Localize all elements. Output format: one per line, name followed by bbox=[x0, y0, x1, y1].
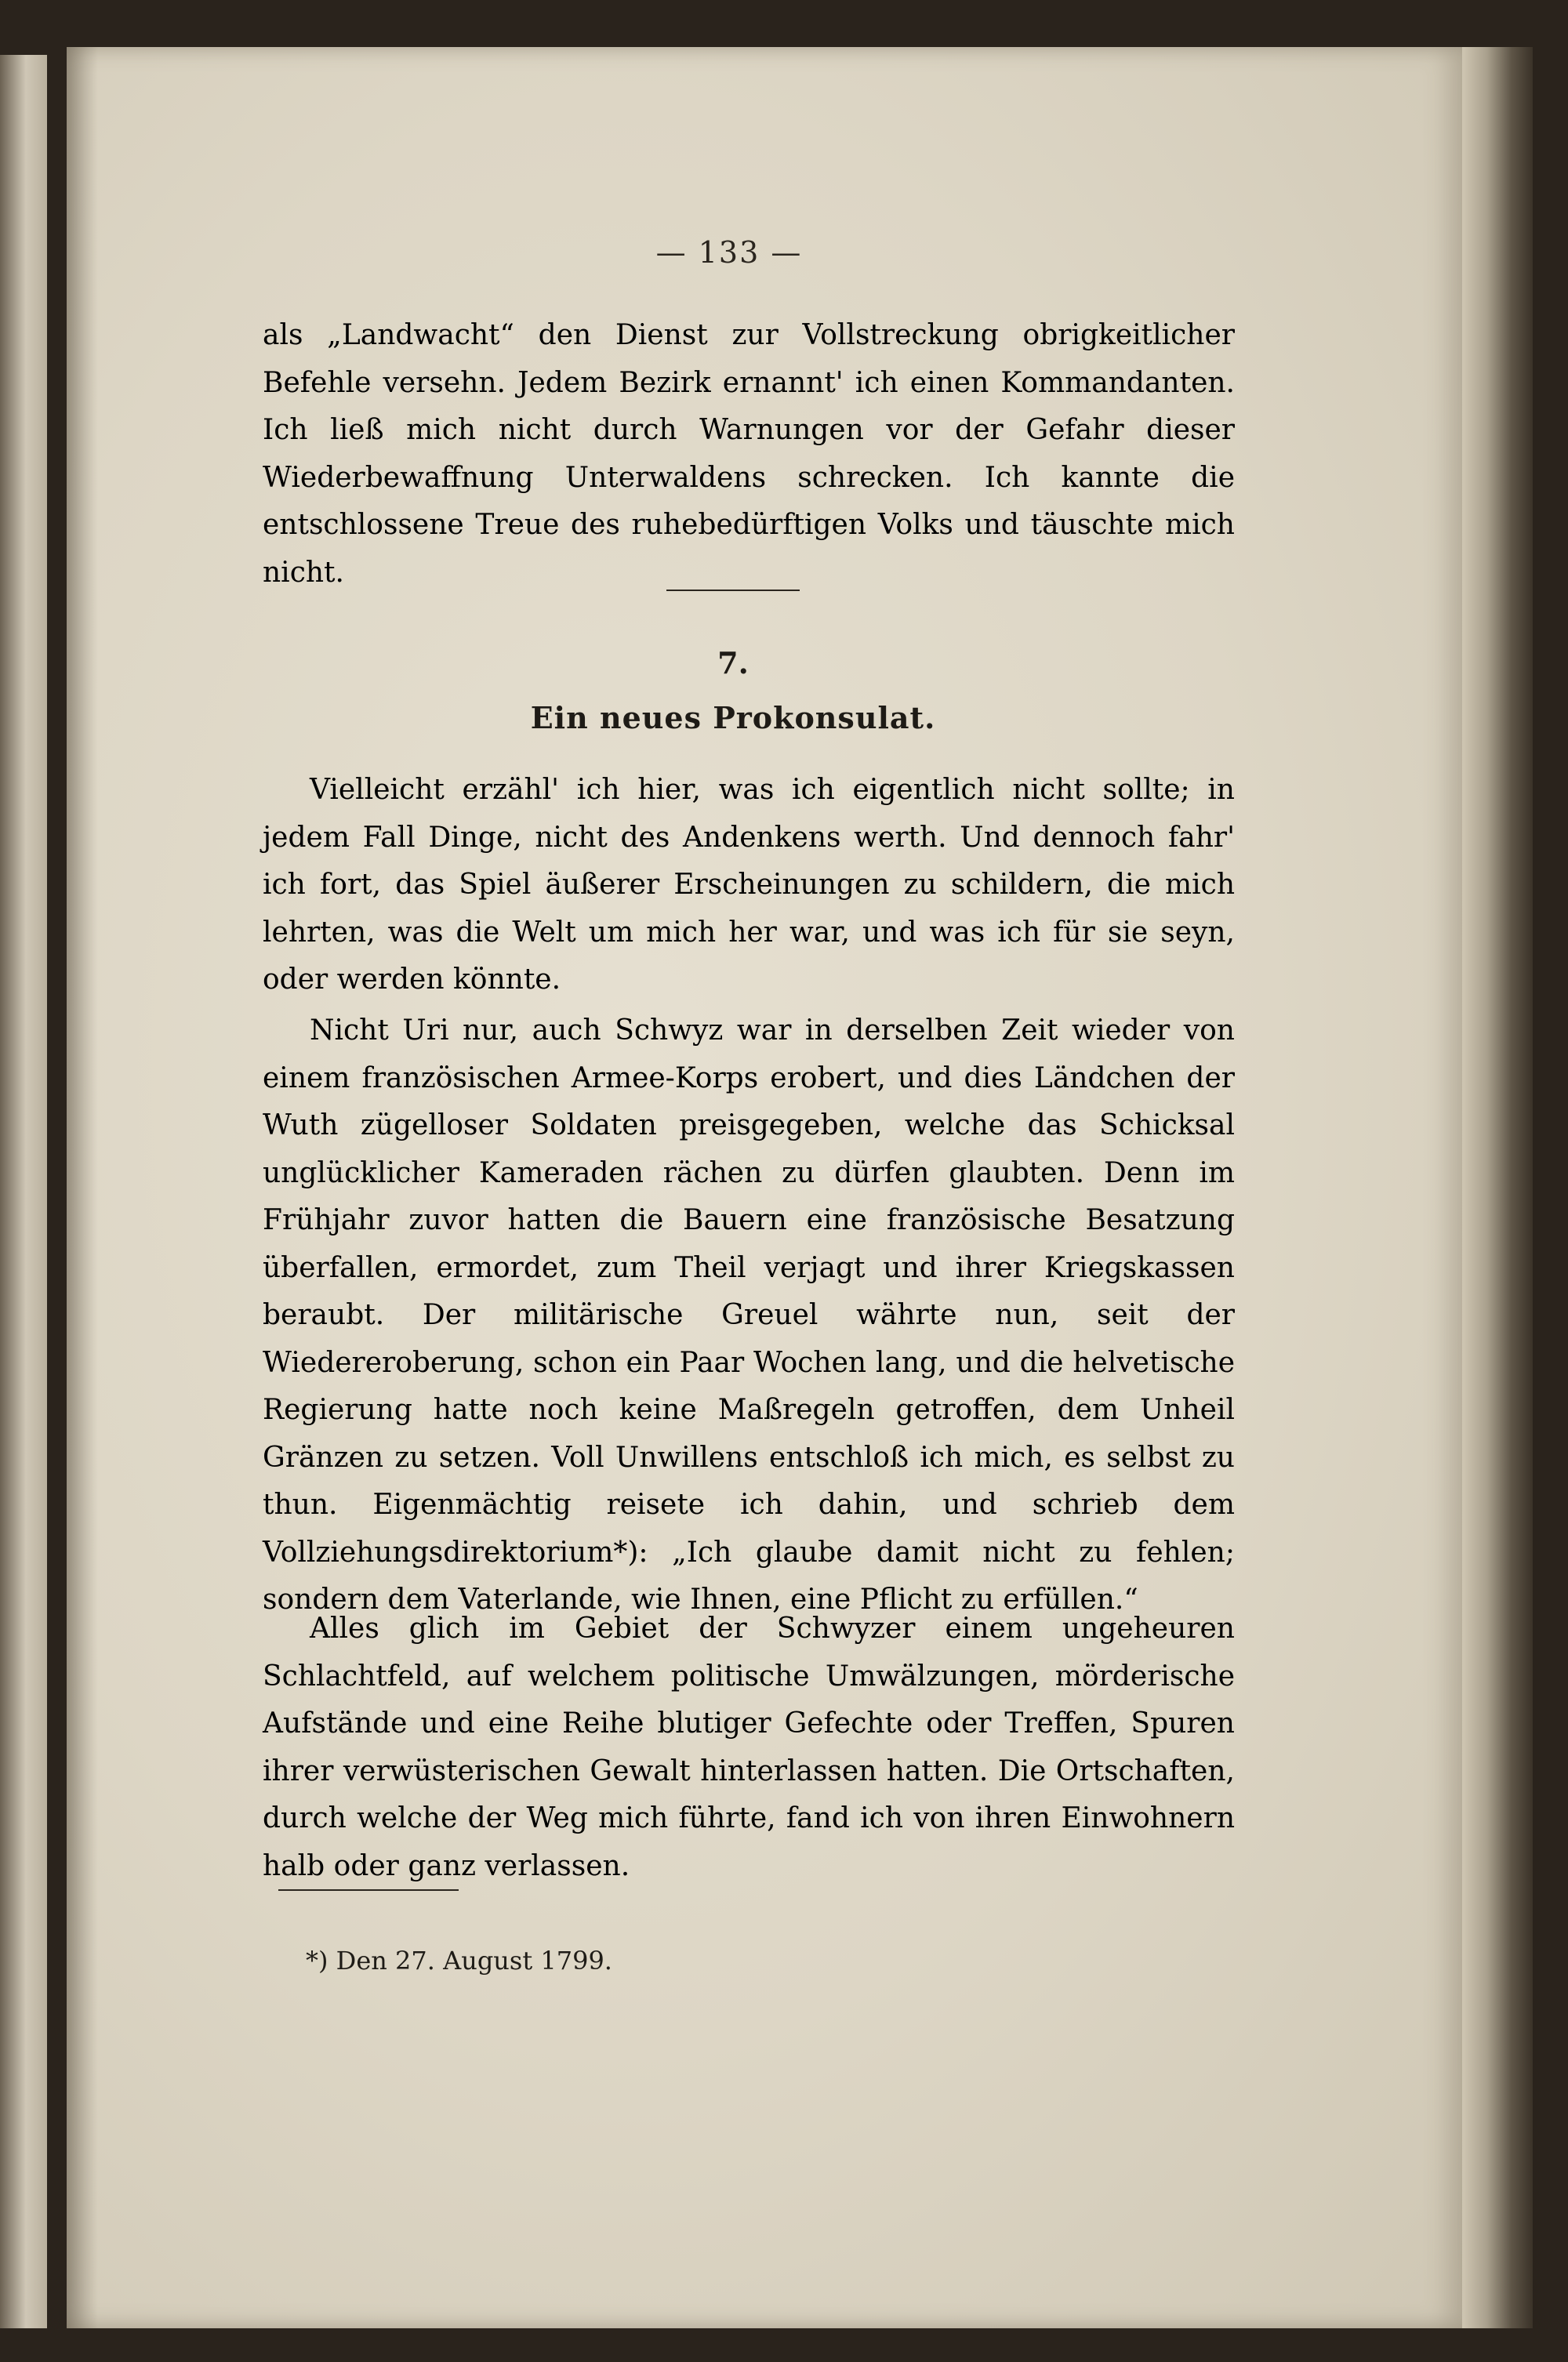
paragraph-4: Alles glich im Gebiet der Schwyzer einem ungeheuren Schlachtfeld, auf welchem politische Umwälzungen, mörderische Aufstände und eine Reihe blutiger Gefechte oder Treffen, Spuren ihrer verwüsterischen Gewalt hinterlassen hatten. Die Ortschaften, durch welche der Weg mich führte, fand ich von ihren Einwohnern halb oder ganz verlassen. bbox=[263, 1613, 1235, 1882]
paragraph-2: Vielleicht erzähl' ich hier, was ich eigentlich nicht sollte; in jedem Fall Dinge, nicht des Andenkens werth. Und dennoch fahr' ich fort, das Spiel äußerer Erscheinungen zu schildern, die mich lehrten, was die Welt um mich her war, und was ich für sie seyn, oder werden könnte. bbox=[263, 774, 1235, 996]
spine-shadow bbox=[67, 47, 98, 2328]
page-number: — 133 — bbox=[655, 235, 803, 270]
footnote-rule bbox=[278, 1889, 459, 1891]
paragraph-3: Nicht Uri nur, auch Schwyz war in derselben Zeit wieder von einem französischen Armee-Korps erobert, und dies Ländchen der Wuth zügelloser Soldaten preisgegeben, welche das Schicksal unglücklicher Kameraden rächen zu dürfen glaubten. Denn im Frühjahr zuvor hatten die Bauern eine französische Besatzung überfallen, ermordet, zum Theil verjagt und ihrer Kriegskassen beraubt. Der militärische Greuel währte nun, seit der Wiedereroberung, schon ein Paar Wochen lang, und die helvetische Regierung hatte noch keine Maßregeln getroffen, dem Unheil Gränzen zu setzen. Voll Unwillens entschloß ich mich, es selbst zu thun. Eigenmächtig reisete ich dahin, und schrieb dem Vollziehungsdirektorium*): „Ich glaube damit nicht zu fehlen; sondern dem Vaterlande, wie Ihnen, eine Pflicht zu erfüllen.“ bbox=[263, 1014, 1235, 1616]
page-stack-edge bbox=[1462, 47, 1533, 2328]
section-title: Ein neues Prokonsulat. bbox=[530, 700, 936, 735]
section-divider bbox=[666, 590, 800, 591]
footnote: *) Den 27. August 1799. bbox=[306, 1946, 612, 1976]
left-page-edge bbox=[0, 55, 47, 2328]
paragraph-1: als „Landwacht“ den Dienst zur Vollstreckung obrigkeitlicher Befehle versehn. Jedem Bezirk ernannt' ich einen Kommandanten. Ich ließ mich nicht durch Warnungen vor der Gefahr dieser Wiederbewaffnung Unterwaldens schrecken. Ich kannte die entschlossene Treue des ruhebedürftigen Volks und täuschte mich nicht. bbox=[263, 319, 1235, 589]
section-number: 7. bbox=[717, 645, 749, 680]
